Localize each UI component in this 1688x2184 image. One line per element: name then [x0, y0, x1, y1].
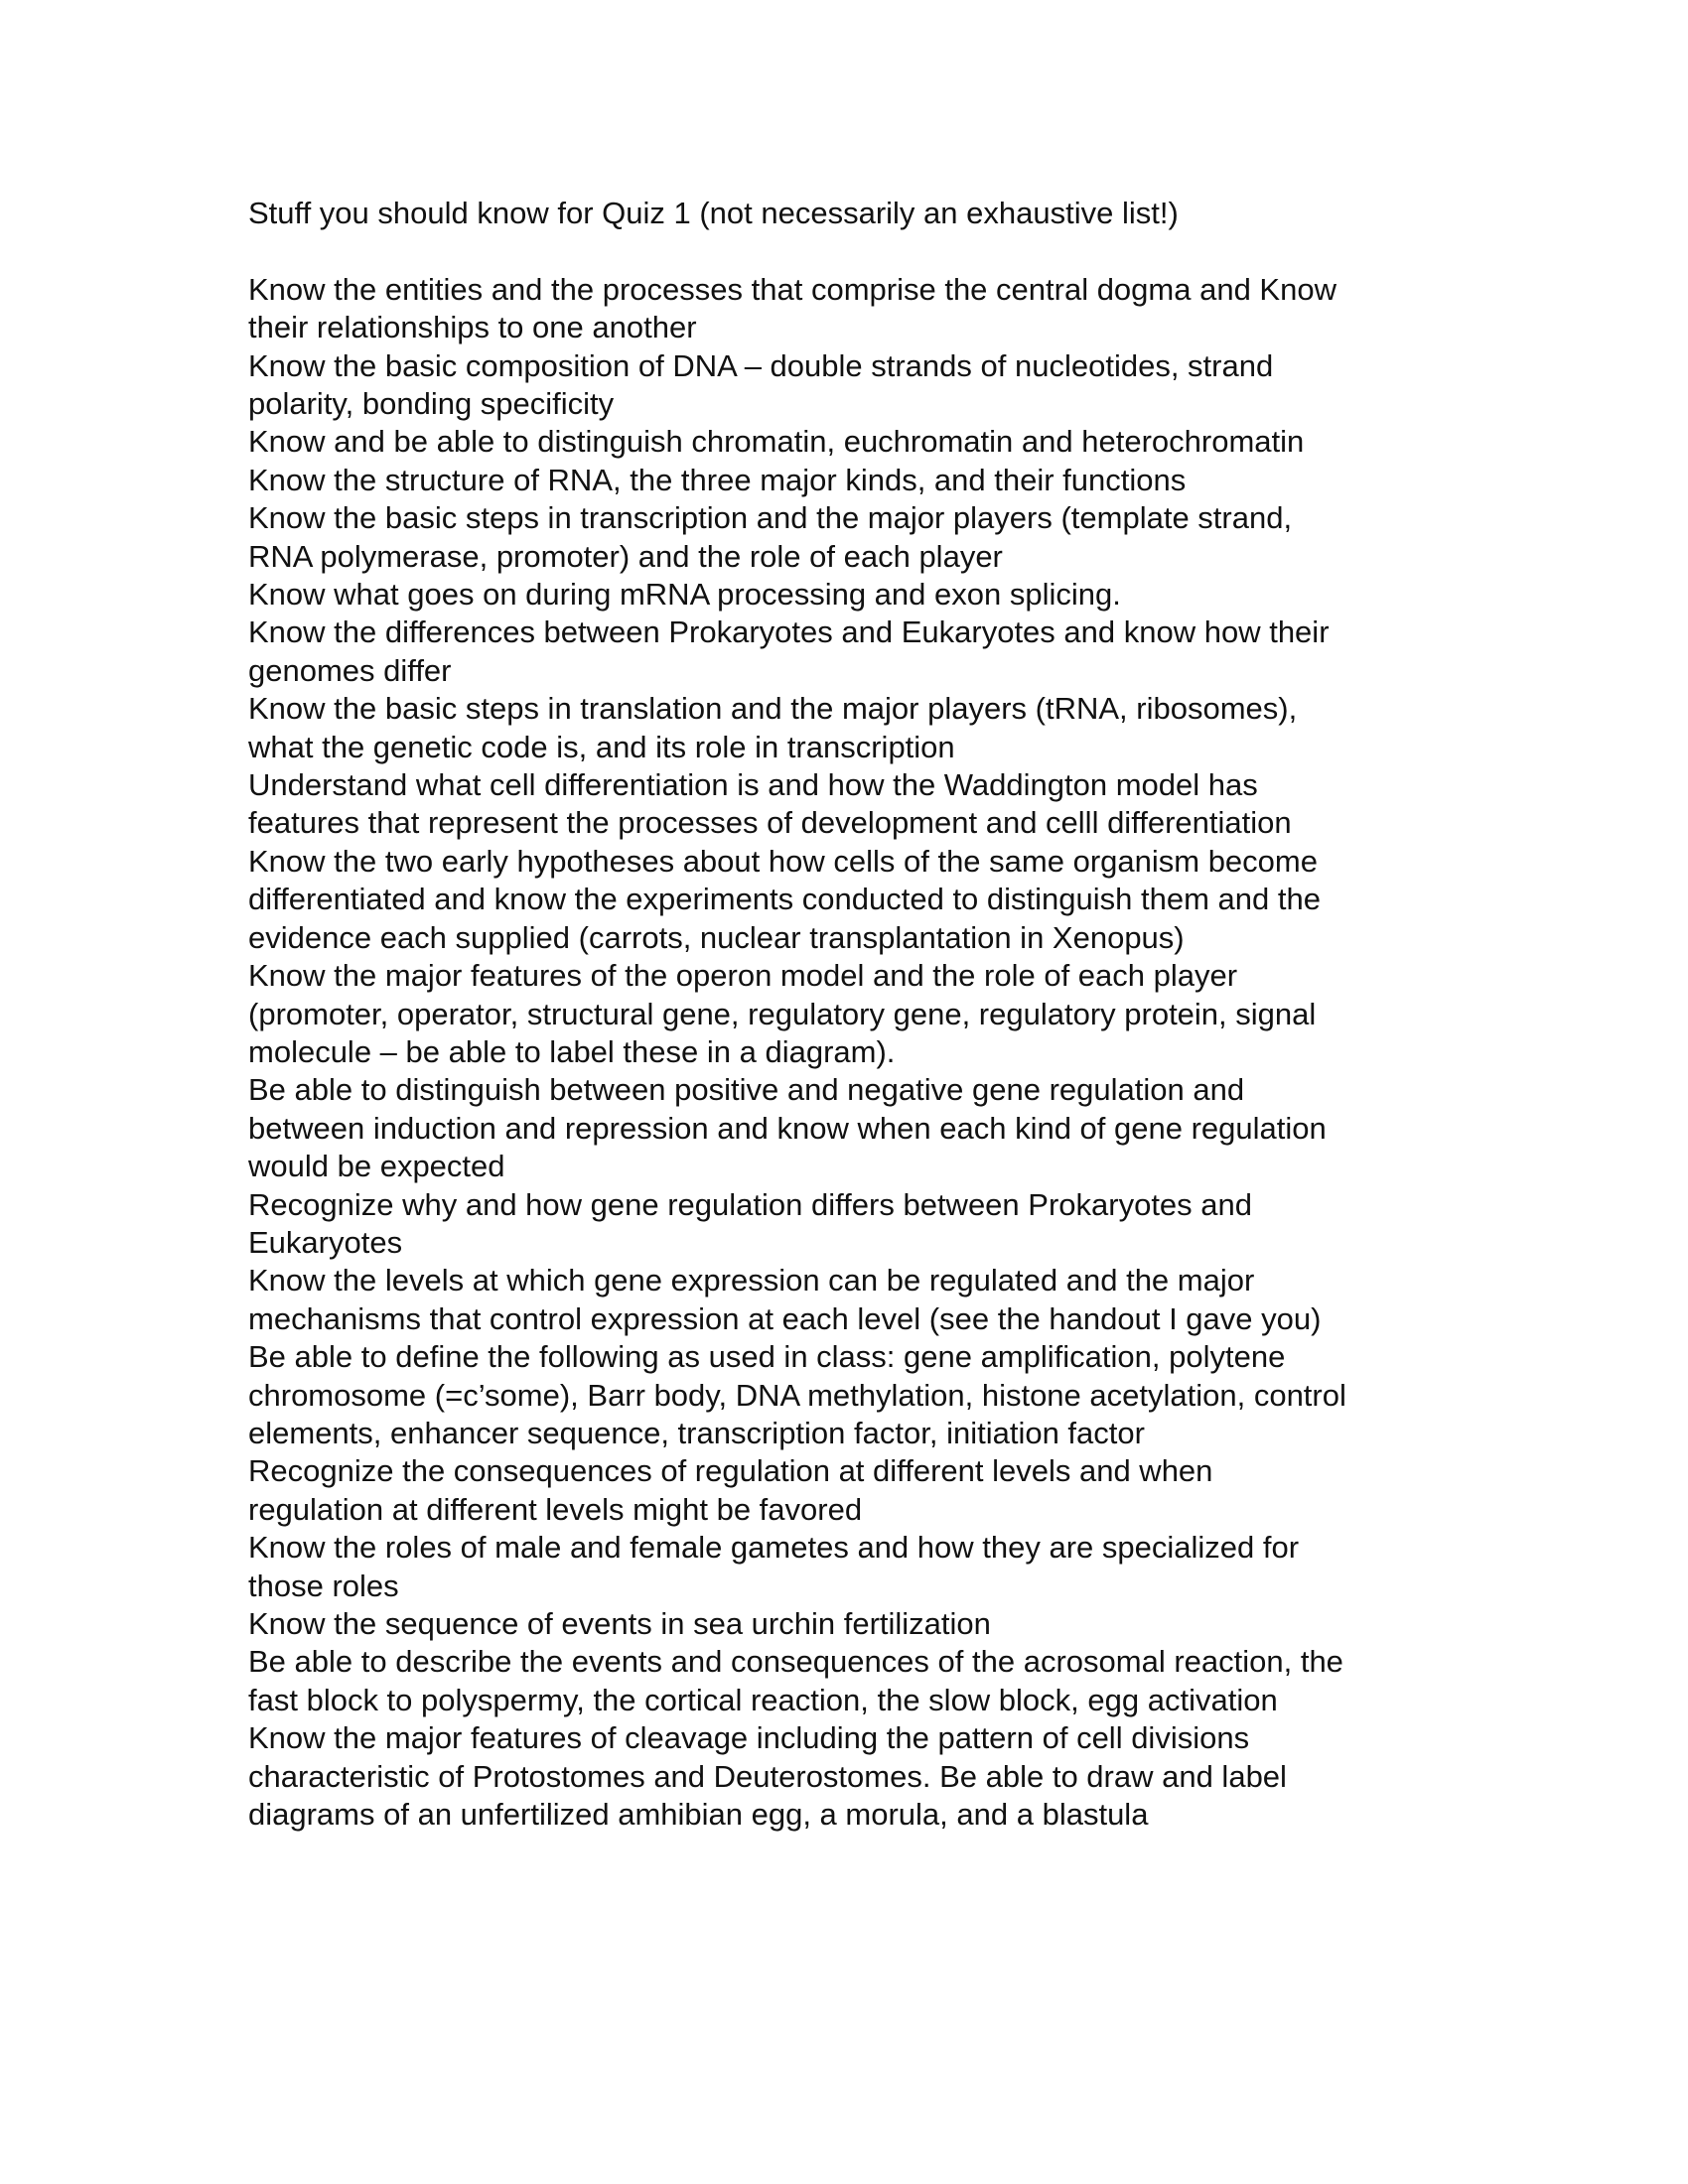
study-item-line: regulation at different levels might be favored	[248, 1491, 863, 1527]
study-item	[248, 499, 1539, 576]
study-item-line: Know the entities and the processes that comprise the central dogma and Know	[248, 271, 1336, 307]
study-item-line: genomes differ	[248, 652, 452, 688]
study-item-line: elements, enhancer sequence, transcription factor, initiation factor	[248, 1415, 1145, 1450]
study-item-line: Be able to define the following as used in class: gene amplification, polytene	[248, 1339, 1286, 1375]
study-item	[248, 690, 1539, 766]
study-item-line: Recognize why and how gene regulation differs between Prokaryotes and	[248, 1186, 1253, 1222]
study-item	[248, 1643, 1539, 1719]
study-item-line: mechanisms that control expression at each level (see the handout I gave you)	[248, 1300, 1322, 1336]
study-item	[248, 766, 1539, 843]
study-item-line: evidence each supplied (carrots, nuclear transplantation in Xenopus)	[248, 919, 1185, 955]
document-title: Stuff you should know for Quiz 1 (not necessarily an exhaustive list!)	[248, 196, 1179, 230]
study-item-line: Know and be able to distinguish chromatin, euchromatin and heterochromatin	[248, 424, 1305, 460]
study-item	[248, 1452, 1539, 1529]
study-item-line: chromosome (=c’some), Barr body, DNA methylation, histone acetylation, control	[248, 1377, 1346, 1413]
study-item-line: Know the major features of cleavage including the pattern of cell divisions	[248, 1720, 1250, 1756]
study-item-line: (promoter, operator, structural gene, regulatory gene, regulatory protein, signal	[248, 996, 1317, 1031]
document-page	[248, 195, 1539, 1834]
study-item-line: Know the levels at which gene expression can be regulated and the major	[248, 1263, 1255, 1298]
study-item-line: Know the sequence of events in sea urchin fertilization	[248, 1606, 991, 1642]
study-item	[248, 1605, 1539, 1643]
study-item-line: would be expected	[248, 1149, 505, 1184]
study-item-line: Know the basic steps in translation and the major players (tRNA, ribosomes),	[248, 691, 1298, 727]
study-item-line: Be able to distinguish between positive and negative gene regulation and	[248, 1072, 1245, 1108]
study-item	[248, 1186, 1539, 1263]
study-item-line: what the genetic code is, and its role in transcription	[248, 729, 955, 764]
study-item-line: Know the basic steps in transcription and the major players (template strand,	[248, 500, 1293, 536]
study-item	[248, 1529, 1539, 1605]
study-item-list	[248, 271, 1539, 1835]
study-item-line: Know what goes on during mRNA processing and exon splicing.	[248, 577, 1121, 613]
study-item	[248, 1338, 1539, 1452]
study-item-line: polarity, bonding specificity	[248, 386, 615, 422]
study-item-line: those roles	[248, 1568, 399, 1603]
study-item	[248, 1262, 1539, 1338]
study-item-line: Understand what cell differentiation is and how the Waddington model has	[248, 767, 1258, 803]
study-item-line: diagrams of an unfertilized amhibian egg, a morula, and a blastula	[248, 1797, 1149, 1833]
study-item	[248, 423, 1539, 461]
study-item-line: Know the basic composition of DNA – double strands of nucleotides, strand	[248, 347, 1274, 383]
study-item	[248, 843, 1539, 957]
study-item-line: Be able to describe the events and consequences of the acrosomal reaction, the	[248, 1644, 1343, 1680]
study-item	[248, 614, 1539, 690]
study-item-line: Know the differences between Prokaryotes and Eukaryotes and know how their	[248, 614, 1330, 650]
study-item-line: RNA polymerase, promoter) and the role of each player	[248, 538, 1003, 574]
study-item-line: Recognize the consequences of regulation at different levels and when	[248, 1453, 1213, 1489]
study-item-line: Know the roles of male and female gametes and how they are specialized for	[248, 1530, 1300, 1566]
study-item	[248, 1071, 1539, 1185]
study-item-line: fast block to polyspermy, the cortical reaction, the slow block, egg activation	[248, 1682, 1278, 1717]
study-item-line: differentiated and know the experiments conducted to distinguish them and the	[248, 882, 1321, 917]
study-item	[248, 271, 1539, 347]
study-item-line: between induction and repression and know when each kind of gene regulation	[248, 1110, 1327, 1146]
study-item-line: Know the structure of RNA, the three major kinds, and their functions	[248, 462, 1187, 497]
study-item-line: Eukaryotes	[248, 1224, 403, 1260]
study-item-line: their relationships to one another	[248, 310, 697, 345]
study-item-line: Know the two early hypotheses about how cells of the same organism become	[248, 843, 1318, 879]
study-item	[248, 347, 1539, 424]
study-item	[248, 957, 1539, 1071]
study-item-line: molecule – be able to label these in a diagram).	[248, 1033, 896, 1069]
study-item	[248, 576, 1539, 614]
study-item-line: Know the major features of the operon model and the role of each player	[248, 958, 1238, 994]
study-item-line: features that represent the processes of development and celll differentiation	[248, 805, 1292, 841]
study-item	[248, 1719, 1539, 1834]
study-item	[248, 462, 1539, 499]
study-item-line: characteristic of Protostomes and Deuterostomes. Be able to draw and label	[248, 1758, 1287, 1794]
